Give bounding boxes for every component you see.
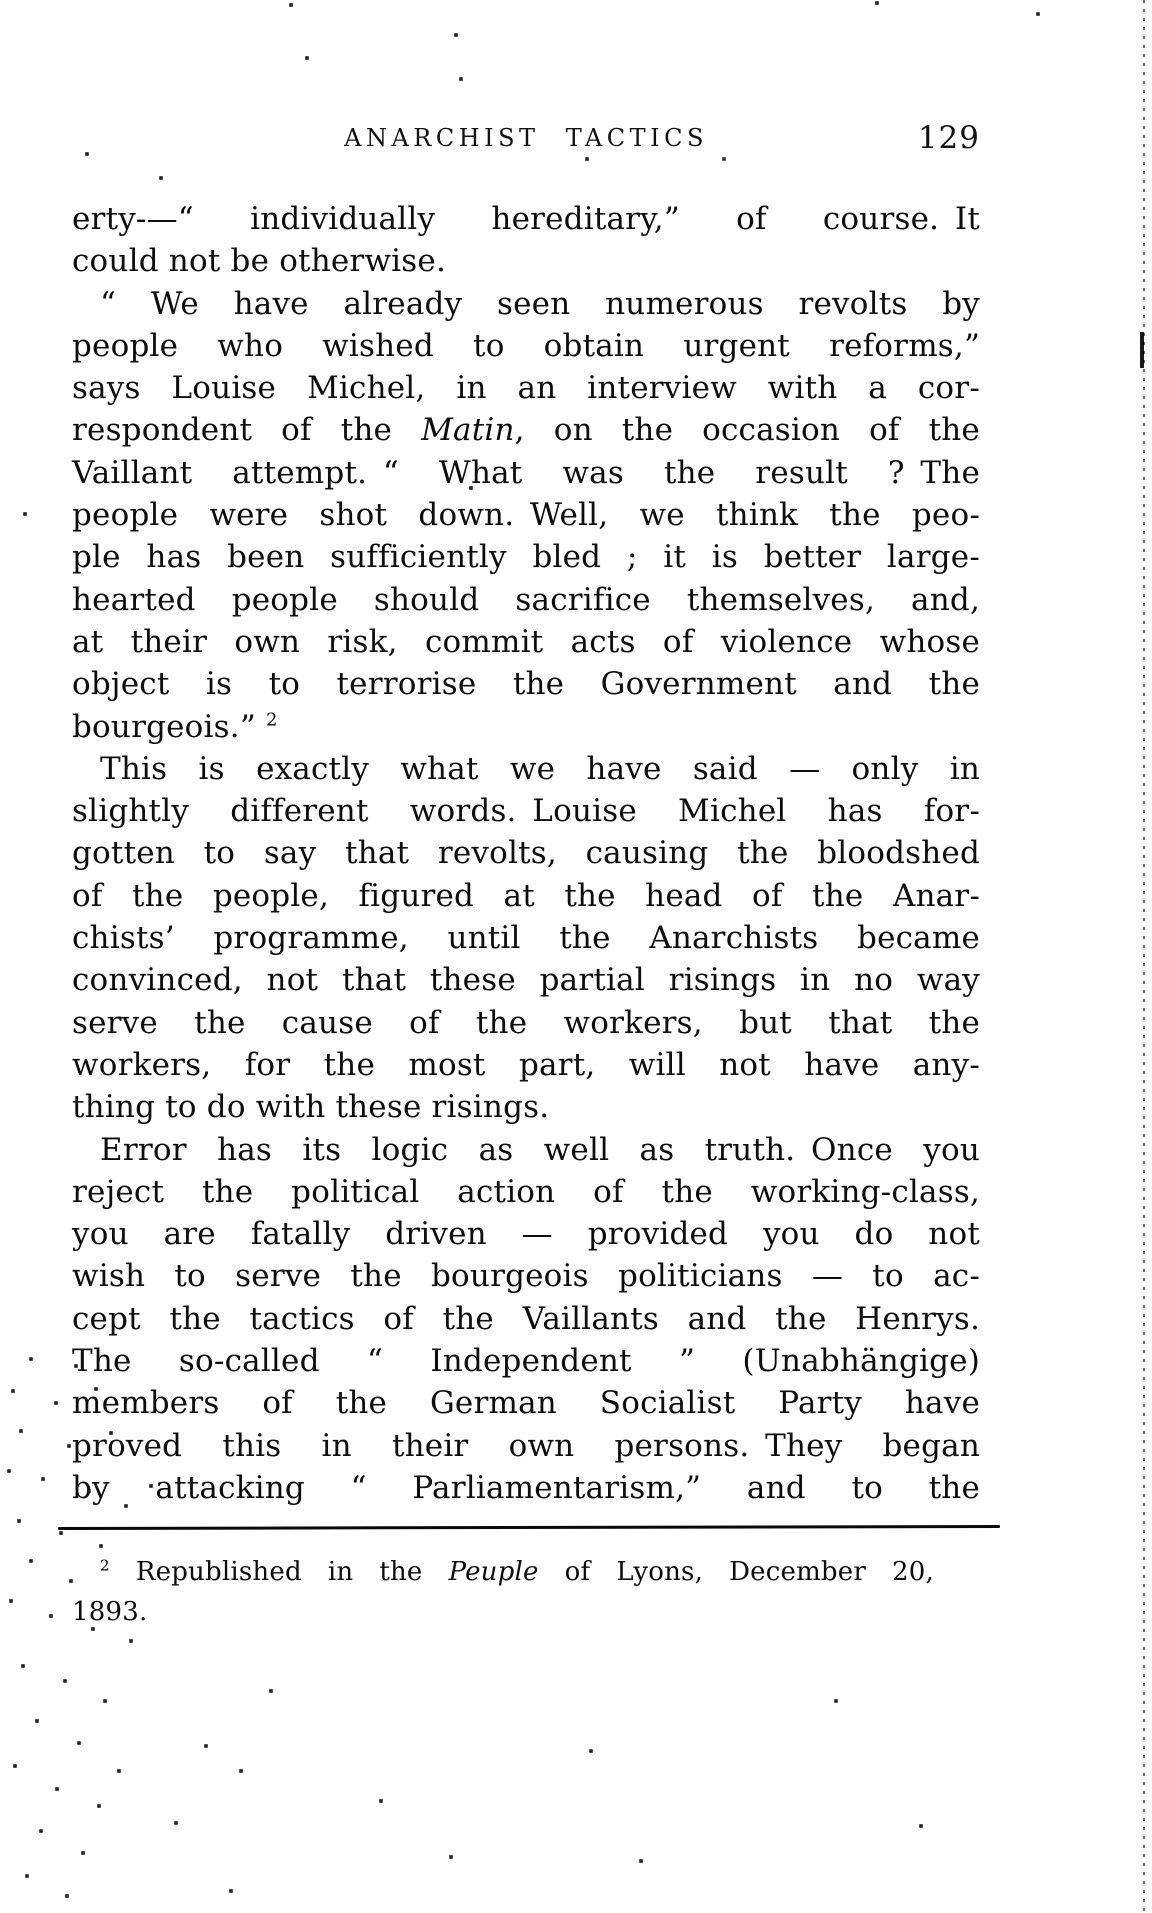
text-line: cept the tactics of the Vaillants and the Henrys. <box>72 1300 980 1337</box>
text-line: could not be otherwise. <box>72 243 446 280</box>
body-text <box>72 198 980 1509</box>
text-line: respondent of the Matin, on the occasion of the <box>72 412 980 449</box>
text-line: serve the cause of the workers, but that the <box>72 1004 980 1041</box>
page-edge-blob <box>1140 332 1144 368</box>
text-line: reject the political action of the working-class, <box>72 1173 980 1210</box>
text-line: slightly different words. Louise Michel has for- <box>72 793 980 830</box>
text-line: convinced, not that these partial risings in no way <box>72 962 980 999</box>
text-line: hearted people should sacrifice themselves, and, <box>72 581 980 618</box>
text-line: Error has its logic as well as truth. Once you <box>100 1131 980 1168</box>
text-line: chists’ programme, until the Anarchists became <box>72 920 980 957</box>
text-line: gotten to say that revolts, causing the bloodshed <box>72 835 980 872</box>
text-line: ple has been sufficiently bled ; it is better large- <box>72 539 980 576</box>
page-number: 129 <box>917 120 980 156</box>
page-header <box>72 120 980 168</box>
page-edge-artifact <box>1143 0 1145 1913</box>
text-line: The so-called “ Independent ” (Unabhängige) <box>72 1343 980 1380</box>
text-line: This is exactly what we have said — only in <box>100 750 980 787</box>
text-line: by attacking “ Parliamentarism,” and to the <box>72 1469 980 1506</box>
text-line: erty-—“ individually hereditary,” of course. It <box>72 201 980 237</box>
text-line: members of the German Socialist Party have <box>72 1385 980 1422</box>
text-line: at their own risk, commit acts of violence whose <box>72 623 980 660</box>
footnote <box>72 1552 934 1632</box>
text-line: “ We have already seen numerous revolts by <box>100 285 980 322</box>
footnote-rule <box>58 1525 1000 1530</box>
text-line: 1893. <box>72 1597 148 1627</box>
text-line: bourgeois.” $^2$ <box>72 708 278 745</box>
text-line: you are fatally driven — provided you do not <box>72 1216 980 1253</box>
text-line: workers, for the most part, will not have any- <box>72 1046 980 1083</box>
text-line: $^2$ Republished in the Peuple of Lyons, December 20, <box>100 1556 934 1587</box>
text-line: thing to do with these risings. <box>72 1089 550 1126</box>
text-line: people who wished to obtain urgent reforms,” <box>72 327 980 364</box>
text-line: proved this in their own persons. They began <box>72 1427 980 1464</box>
text-line: object is to terrorise the Government and the <box>72 666 980 703</box>
text-line: says Louise Michel, in an interview with a cor- <box>72 370 980 407</box>
text-line: of the people, figured at the head of the Anar- <box>72 877 980 914</box>
text-line: Vaillant attempt. “ What was the result ? The <box>72 454 980 491</box>
text-line: wish to serve the bourgeois politicians — to ac- <box>72 1258 980 1295</box>
scan-noise <box>0 0 2 2</box>
text-line: people were shot down. Well, we think the peo- <box>72 497 980 534</box>
running-title: ANARCHIST TACTICS <box>344 124 708 152</box>
